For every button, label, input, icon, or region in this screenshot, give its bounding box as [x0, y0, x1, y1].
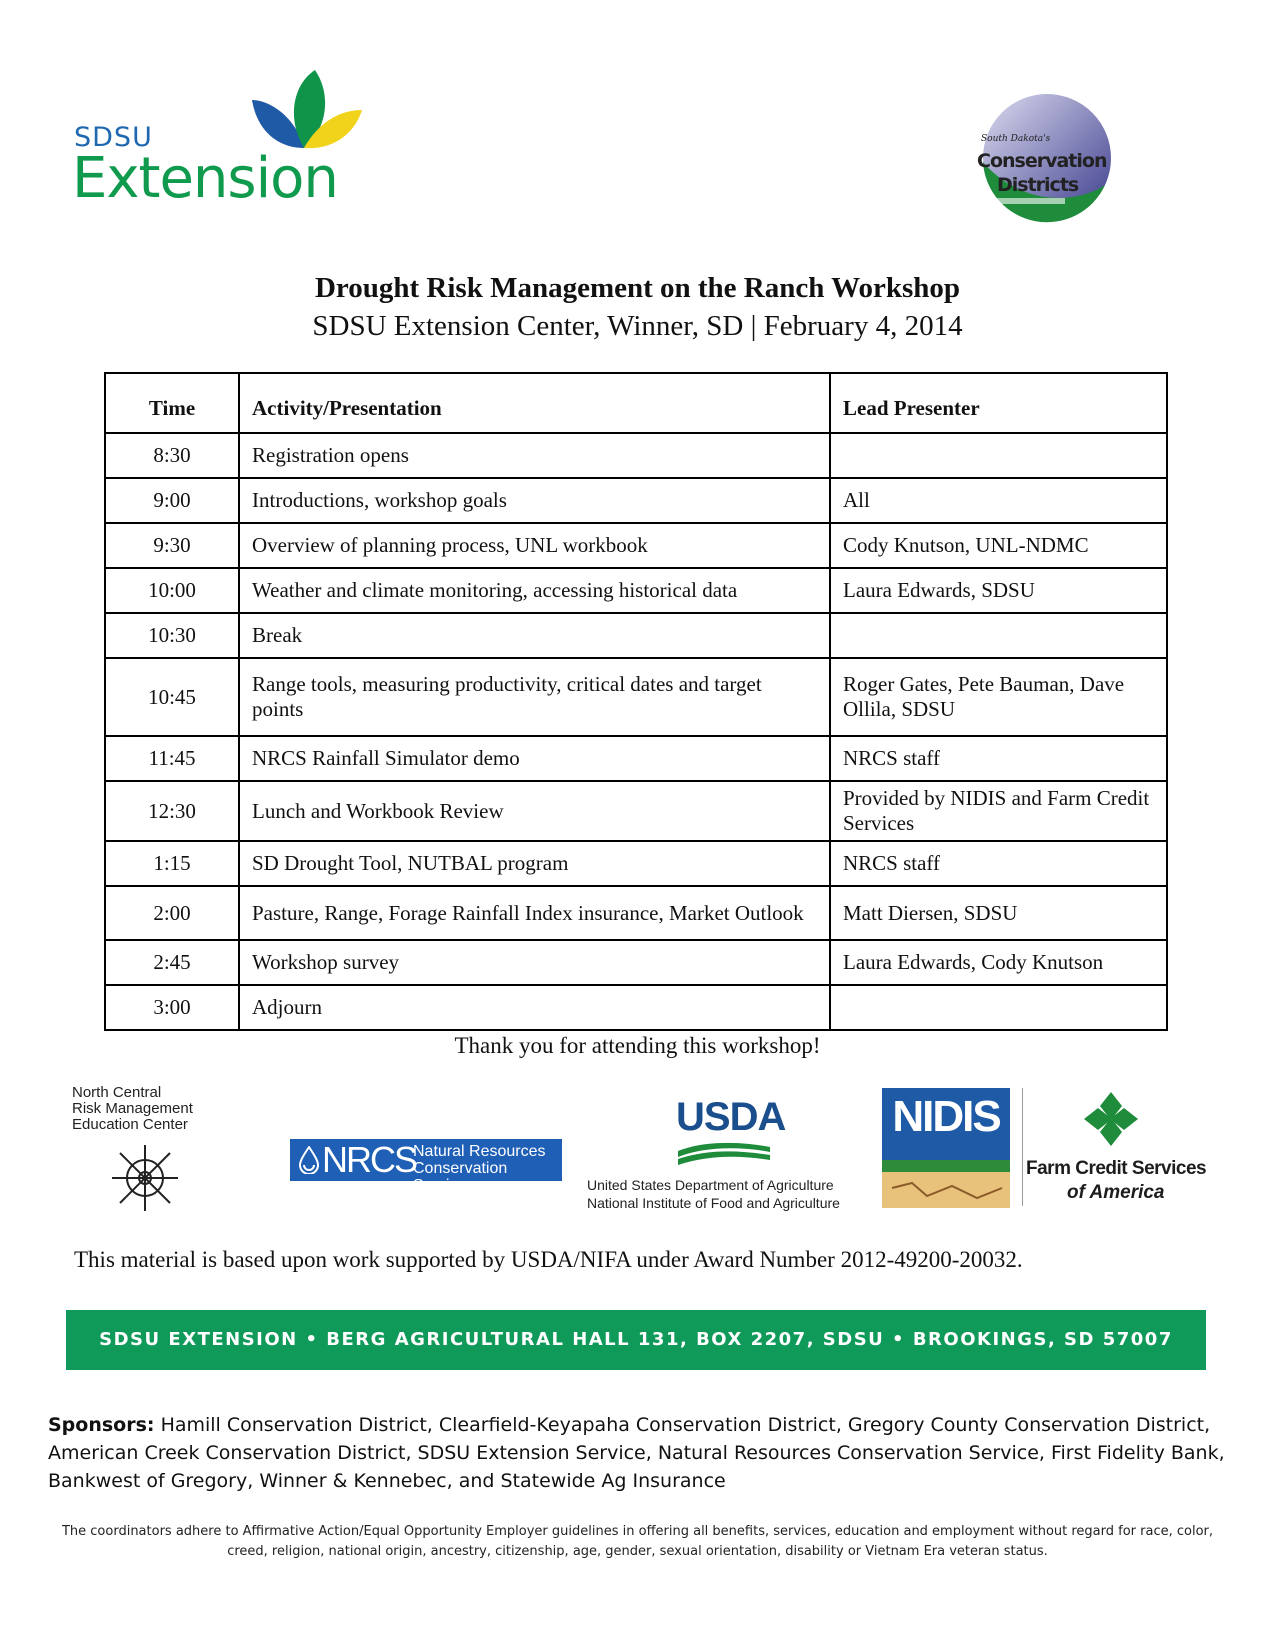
cell-presenter [830, 613, 1167, 658]
table-row [105, 841, 1167, 886]
sdsu-leaf-icon [242, 70, 362, 150]
cell-activity: NRCS Rainfall Simulator demo [239, 736, 830, 781]
nrcs-logo [290, 1139, 562, 1194]
table-row [105, 940, 1167, 985]
address-banner: SDSU EXTENSION • BERG AGRICULTURAL HALL 131, BOX 2207, SDSU • BROOKINGS, SD 57007 [66, 1310, 1206, 1370]
sdsu-wordmark-small: SDSU [74, 122, 153, 153]
cell-activity: Adjourn [239, 985, 830, 1030]
conservation-text-districts: Districts [997, 174, 1079, 196]
cell-time: 10:30 [105, 613, 239, 658]
table-row [105, 658, 1167, 736]
conservation-text-small: South Dakota's [981, 134, 1051, 144]
cell-time: 12:30 [105, 781, 239, 841]
page-subtitle: SDSU Extension Center, Winner, SD | February 4, 2014 [312, 310, 963, 342]
table-row [105, 613, 1167, 658]
nc-line-3: Education Center [72, 1116, 188, 1133]
usda-department-name: United States Department of Agriculture [587, 1177, 834, 1193]
table-row [105, 433, 1167, 478]
nidis-wordmark: NIDIS [892, 1092, 1000, 1141]
conservation-text-main: Conservation [977, 150, 1107, 172]
farm-credit-services-logo [1022, 1088, 1207, 1213]
cell-time: 11:45 [105, 736, 239, 781]
cell-activity: Break [239, 613, 830, 658]
cell-activity: Introductions, workshop goals [239, 478, 830, 523]
usda-institute-name: National Institute of Food and Agriculture [587, 1195, 840, 1211]
nrcs-name-line-2: Conservation Service [413, 1160, 508, 1194]
cell-activity: Lunch and Workbook Review [239, 781, 830, 841]
table-row [105, 478, 1167, 523]
table-row [105, 568, 1167, 613]
cell-activity: SD Drought Tool, NUTBAL program [239, 841, 830, 886]
cell-presenter: Laura Edwards, SDSU [830, 568, 1167, 613]
table-row [105, 886, 1167, 940]
cell-presenter: Cody Knutson, UNL-NDMC [830, 523, 1167, 568]
cell-time: 10:45 [105, 658, 239, 736]
cell-activity: Range tools, measuring productivity, critical dates and target points [239, 658, 830, 736]
page-title: Drought Risk Management on the Ranch Workshop [314, 272, 961, 304]
cell-presenter: Matt Diersen, SDSU [830, 886, 1167, 940]
sponsors-list: Hamill Conservation District, Clearfield-Keyapaha Conservation District, Gregory County Conservation District, American Creek Conservation District, SDSU Extension Service, Natural Resources Conservation Service, First Fidelity Bank, Bankwest of Gregory, Winner & Kennebec, and Statewide Ag Insurance [48, 1414, 1225, 1492]
cell-time: 9:00 [105, 478, 239, 523]
sponsors-paragraph [48, 1411, 1228, 1495]
header-time: Time [105, 373, 239, 433]
cell-presenter: Laura Edwards, Cody Knutson [830, 940, 1167, 985]
table-row [105, 523, 1167, 568]
thank-you-message: Thank you for attending this workshop! [454, 1033, 821, 1058]
usda-landscape-icon [678, 1139, 770, 1165]
eeo-disclaimer: The coordinators adhere to Affirmative Action/Equal Opportunity Employer guidelines in offering all benefits, services, education and employment without regard for race, color, creed, religion, national origin, ancestry, citizenship, age, gender, sexual orientation, disability or Vietnam Era veteran status. [61, 1524, 1214, 1559]
farm-credit-of-america: of America [1067, 1182, 1165, 1203]
usda-wordmark: USDA [676, 1095, 786, 1139]
cell-activity: Registration opens [239, 433, 830, 478]
cell-time: 3:00 [105, 985, 239, 1030]
cell-time: 1:15 [105, 841, 239, 886]
conservation-districts-logo [975, 90, 1115, 230]
cell-presenter: Roger Gates, Pete Bauman, Dave Ollila, SDSU [830, 658, 1167, 736]
cell-presenter [830, 985, 1167, 1030]
nc-line-2: Risk Management [72, 1100, 193, 1117]
cell-presenter: NRCS staff [830, 736, 1167, 781]
table-row [105, 781, 1167, 841]
sdsu-extension-logo [72, 70, 372, 210]
table-row [105, 736, 1167, 781]
cell-time: 10:00 [105, 568, 239, 613]
cell-activity: Workshop survey [239, 940, 830, 985]
funding-statement: This material is based upon work supported by USDA/NIFA under Award Number 2012-49200-20032. [74, 1247, 1023, 1272]
nrcs-name-line-1: Natural Resources [413, 1143, 546, 1160]
table-header-row [105, 373, 1167, 433]
table-row [105, 985, 1167, 1030]
nrcs-abbreviation: NRCS [322, 1139, 417, 1180]
sdsu-wordmark-extension: Extension [72, 146, 338, 211]
sponsors-label: Sponsors: [48, 1414, 155, 1436]
ship-wheel-icon [110, 1143, 180, 1213]
nrcs-full-name [413, 1143, 562, 1194]
cell-presenter: Provided by NIDIS and Farm Credit Services [830, 781, 1167, 841]
cell-activity: Overview of planning process, UNL workbook [239, 523, 830, 568]
cell-presenter [830, 433, 1167, 478]
cell-presenter: All [830, 478, 1167, 523]
header-activity: Activity/Presentation [239, 373, 830, 433]
water-drop-icon [298, 1146, 320, 1174]
cell-activity: Weather and climate monitoring, accessing historical data [239, 568, 830, 613]
usda-nifa-logo [582, 1095, 867, 1215]
nidis-logo [882, 1088, 1010, 1213]
cell-activity: Pasture, Range, Forage Rainfall Index insurance, Market Outlook [239, 886, 830, 940]
cell-presenter: NRCS staff [830, 841, 1167, 886]
schedule-table [104, 372, 1168, 1031]
header-presenter: Lead Presenter [830, 373, 1167, 433]
farm-credit-name: Farm Credit Services [1026, 1158, 1207, 1179]
farm-credit-leaf-icon [1082, 1090, 1140, 1148]
cell-time: 8:30 [105, 433, 239, 478]
cell-time: 2:45 [105, 940, 239, 985]
nc-line-1: North Central [72, 1084, 162, 1101]
cell-time: 2:00 [105, 886, 239, 940]
cell-time: 9:30 [105, 523, 239, 568]
north-central-rme-logo [72, 1085, 232, 1215]
